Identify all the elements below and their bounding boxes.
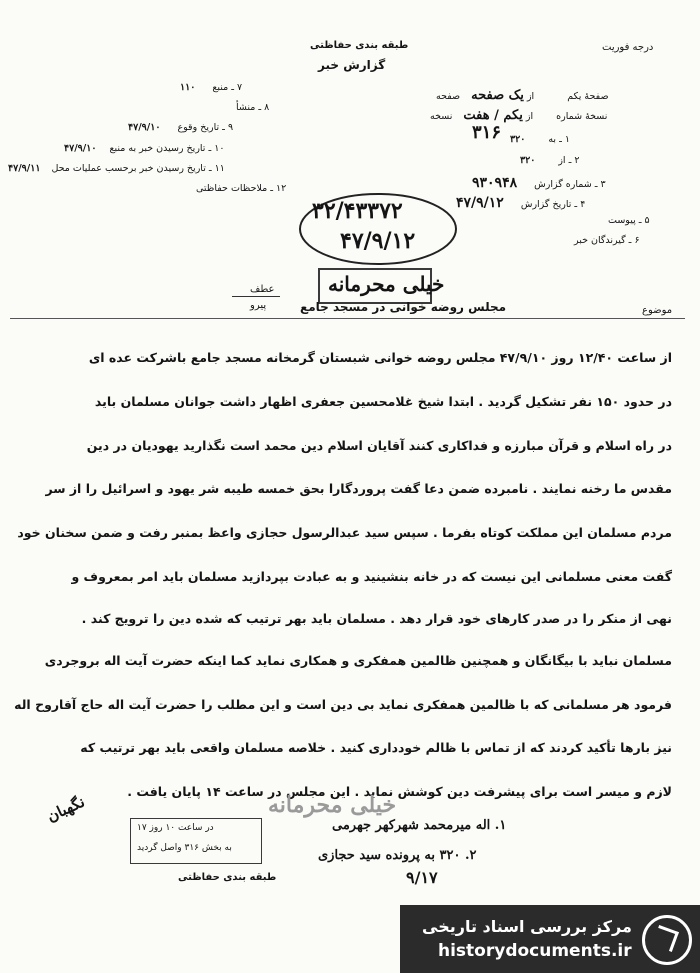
watermark-url: historydocuments.ir (438, 941, 632, 961)
watermark-band (400, 905, 700, 973)
classification-bottom: طبقه بندی حفاظتی (178, 872, 277, 883)
handwritten-code: ۳۱۶ (472, 122, 502, 143)
body-line: در حدود ۱۵۰ نفر تشکیل گردید . ابتدا شیخ غلامحسین جعفری اظهار داشت جوانان مسلمان باید (94, 394, 672, 409)
handwritten-note-2: ۲. ۳۲۰ به پرونده سید حجازی (318, 848, 477, 863)
field-from: ۲ ـ از ۳۲۰ (520, 155, 580, 166)
body-line: مردم مسلمان این مملکت کوتاه بفرما . سپس سید عبدالرسول حجازی واعظ بمنبر رفت و ضمن سخنان خود (17, 525, 672, 540)
footer-stamp-faint: خیلی محرمانه (268, 792, 397, 818)
divider-atf (232, 296, 280, 297)
field-copy: نسخهٔ شماره از یکم / هفت نسخه (430, 108, 608, 123)
handwritten-date: ۹/۱۷ (406, 868, 438, 887)
report-title: گزارش خبر (318, 58, 386, 72)
field-security-notes: ۱۲ ـ ملاحظات حفاظتی (196, 183, 287, 194)
field-origin: ۸ ـ منشأ (236, 102, 270, 113)
field-attachment: ۵ ـ پیوست (608, 215, 650, 226)
field-source: ۷ ـ منبع ۱۱۰ (180, 82, 243, 93)
body-line: مسلمان نباید با بیگانگان و همچنین ظالمین همفکری و همکاری نماید کما اینکه حضرت آیت اله بروجردی (44, 653, 672, 668)
body-line: گفت معنی مسلمانی این نیست که در خانه بنشینید و به عبادت بپردازید مسلمان باید امر بمعروف و (71, 569, 672, 584)
field-date-operations: ۱۱ ـ تاریخ رسیدن خبر برحسب عملیات محل ۴۷/۹/۱۱ (8, 163, 225, 174)
archive-logo-icon (642, 915, 692, 965)
body-line: نیز بارها تأکید کردند که از تماس با ظالم خودداری کنید . خلاصه مسلمان واقعی باید بهر ترتیب که (80, 740, 672, 755)
field-date-to-source: ۱۰ ـ تاریخ رسیدن خبر به منبع ۴۷/۹/۱۰ (64, 143, 225, 154)
body-line: لازم و میسر است برای پیشرفت دین کوشش نماید . این مجلس در ساعت ۱۴ پایان یافت . (127, 784, 672, 799)
body-line: فرمود هر مسلمانی که با ظالمین همفکری نماید بی دین است و این مطلب را حضرت آیت اله حاج آقاروح اله (14, 697, 672, 712)
subject-label: موضوع (642, 305, 673, 316)
stamp-text: خیلی محرمانه (328, 272, 445, 296)
priority-label: درجه فوریت (602, 42, 654, 53)
atf-label: عطف (250, 284, 275, 295)
field-to: ۱ ـ به ۳۲۰ (510, 134, 571, 145)
subject-text: مجلس روضه خوانی در مسجد جامع (300, 300, 507, 314)
field-page: صفحهٔ یکم از یک صفحه صفحه (436, 88, 609, 103)
field-report-number: ۳ ـ شماره گزارش ۹۳۰۹۴۸ (472, 175, 606, 191)
body-line: در راه اسلام و قرآن مبارزه و فداکاری کنند آقایان اسلام دین محمد است نگذارید یهودیان در دین (86, 438, 672, 453)
handwritten-note-1: ۱. اله میرمحمد شهرکهر جهرمی (332, 818, 507, 833)
circled-date: ۴۷/۹/۱۲ (340, 228, 416, 254)
received-line-1: در ساعت ۱۰ روز ۱۷ (137, 823, 214, 833)
field-report-date: ۴ ـ تاریخ گزارش ۴۷/۹/۱۲ (456, 195, 586, 211)
body-line: مقدس ما رخنه نمایند . نامبرده ضمن دعا گفت پروردگارا بحق خمسه طیبه شر یهود و اسرائیل را از سر (45, 481, 672, 496)
field-recipients: ۶ ـ گیرندگان خبر (574, 235, 640, 246)
peyro-label: پیرو (250, 300, 267, 311)
body-line: نهی از منکر را در صدر کارهای خود قرار دهد . مسلمان باید بهر ترتیب که شده دین را ترویج کند . (81, 611, 672, 626)
received-line-2: به بخش ۳۱۶ واصل گردید (137, 843, 232, 853)
handwritten-left: نگهبان (44, 792, 88, 826)
subject-rule (10, 318, 685, 319)
received-stamp (130, 818, 262, 864)
circled-number: ۳۲/۴۳۳۷۲ (312, 198, 403, 224)
field-occurrence-date: ۹ ـ تاریخ وقوع ۴۷/۹/۱۰ (128, 122, 234, 133)
watermark-title: مرکز بررسی اسناد تاریخی (422, 917, 632, 936)
classification-top: طبقه بندی حفاظتی (310, 40, 409, 51)
classification-stamp (318, 268, 445, 304)
body-line: از ساعت ۱۲/۴۰ روز ۴۷/۹/۱۰ مجلس روضه خوانی شبستان گرمخانه مسجد جامع باشرکت عده ای (88, 350, 672, 365)
